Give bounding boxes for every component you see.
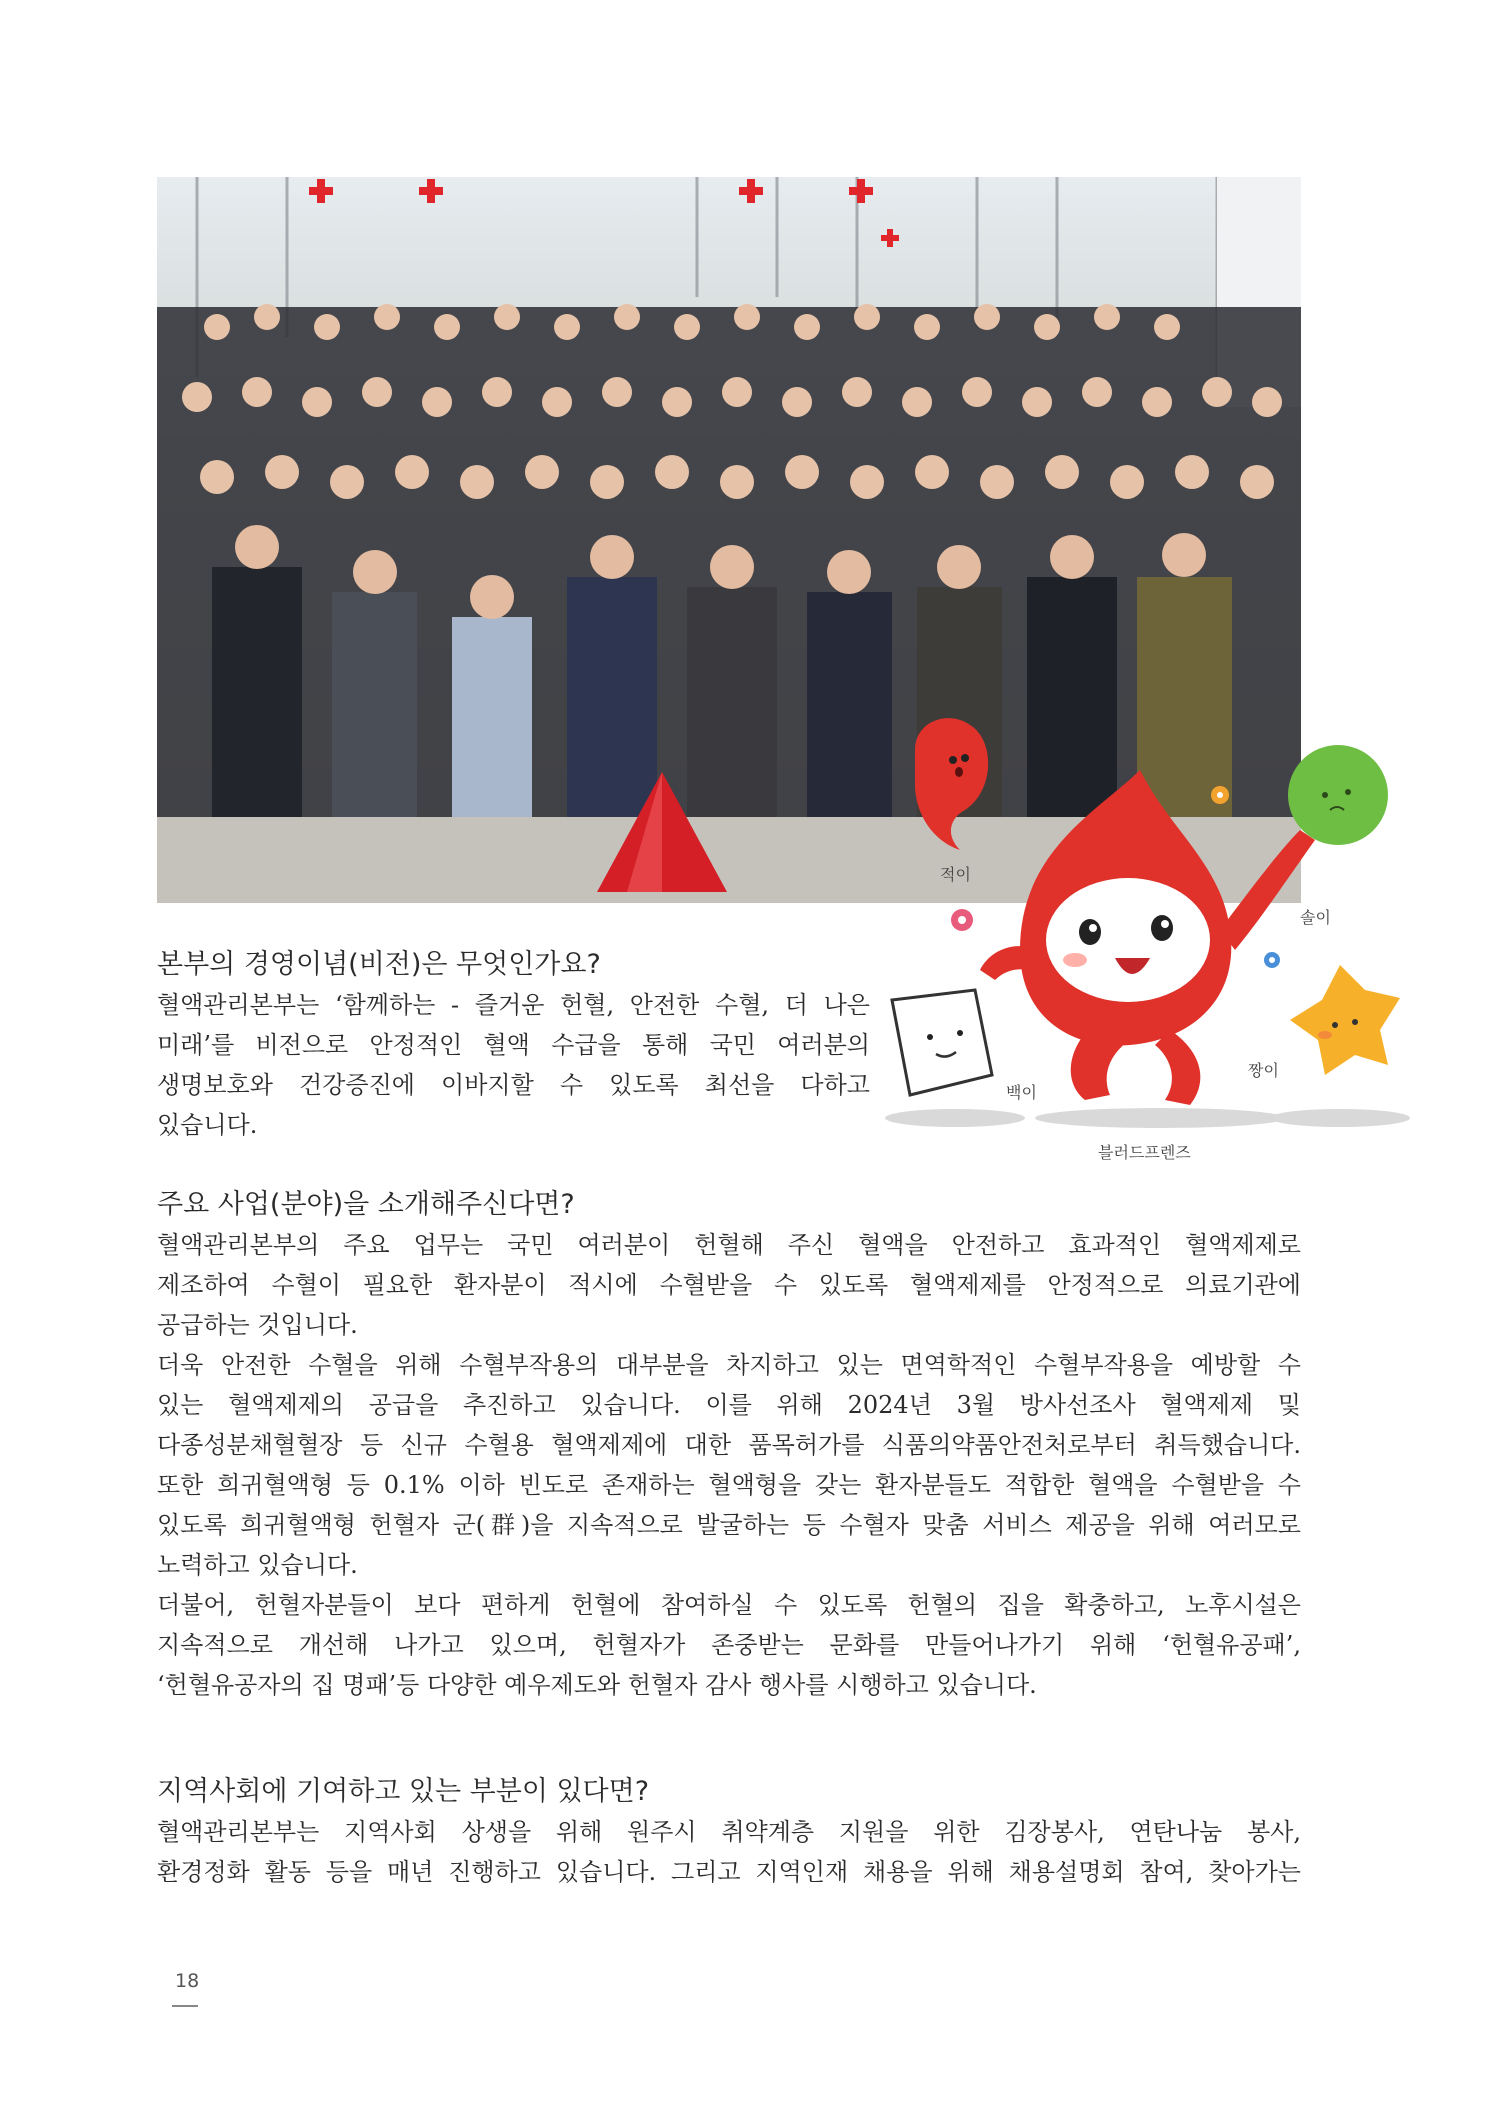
community-line-1: 혈액관리본부는 지역사회 상생을 위해 원주시 취약계층 지원을 위한 김장봉사, 연탄나눔 봉사, (157, 1818, 1301, 1846)
label-jjang: 짱이 (1248, 1061, 1279, 1080)
label-blood-friends: 블러드프렌즈 (1098, 1143, 1191, 1162)
business-p1-line-3: 공급하는 것입니다. (157, 1311, 358, 1339)
section-business (157, 1185, 1301, 1705)
page-number: 18 (175, 1970, 200, 1992)
business-p2-line-2: 있는 혈액제제의 공급을 추진하고 있습니다. 이를 위해 2024년 3월 방사선조사 혈액제제 및 (157, 1391, 1301, 1419)
business-p1-line-2: 제조하여 수혈이 필요한 환자분이 적시에 수혈받을 수 있도록 혈액제제를 안정적으로 의료기관에 (157, 1271, 1301, 1299)
baek-shadow (885, 1109, 1025, 1127)
business-p2-line-1: 더욱 안전한 수혈을 위해 수혈부작용의 대부분을 차지하고 있는 면역학적인 수혈부작용을 예방할 수 (157, 1351, 1301, 1379)
community-line-2: 환경정화 활동 등을 매년 진행하고 있습니다. 그리고 지역인재 채용을 위해 채용설명회 참여, 찾아가는 (157, 1858, 1301, 1886)
jjang-shadow (1270, 1109, 1410, 1127)
business-p2-line-6: 노력하고 있습니다. (157, 1551, 358, 1579)
business-p3-line-1: 더불어, 헌혈자분들이 보다 편하게 헌혈에 참여하실 수 있도록 헌혈의 집을 확충하고, 노후시설은 (157, 1591, 1301, 1619)
sol-character (1288, 745, 1388, 845)
business-p3-line-2: 지속적으로 개선해 나가고 있으며, 헌혈자가 존중받는 문화를 만들어나가기 위해 ‘헌혈유공패’, (157, 1631, 1301, 1659)
question-business: 주요 사업(분야)을 소개해주신다면? (157, 1189, 575, 1220)
question-vision: 본부의 경영이념(비전)은 무엇인가요? (157, 949, 601, 980)
mascot-shadow (1035, 1108, 1285, 1128)
question-community: 지역사회에 기여하고 있는 부분이 있다면? (157, 1776, 650, 1807)
jjang-character (1290, 965, 1400, 1075)
label-sol: 솔이 (1300, 908, 1331, 927)
vision-line-3: 생명보호와 건강증진에 이바지할 수 있도록 최선을 다하고 (157, 1071, 870, 1099)
business-p3-line-3: ‘헌혈유공자의 집 명패’등 다양한 예우제도와 헌혈자 감사 행사를 시행하고 있습니다. (157, 1671, 1037, 1699)
page-number-rule (172, 2005, 198, 2007)
baek-character (892, 990, 992, 1095)
business-p2-line-4: 또한 희귀혈액형 등 0.1% 이하 빈도로 존재하는 혈액형을 갖는 환자분들도 적합한 혈액을 수혈받을 수 (157, 1471, 1301, 1499)
label-baek: 백이 (1006, 1083, 1037, 1102)
business-p1-line-1: 혈액관리본부의 주요 업무는 국민 여러분이 헌혈해 주신 혈액을 안전하고 효과적인 혈액제제로 (157, 1231, 1301, 1259)
label-jeogi: 적이 (940, 865, 971, 884)
business-p2-line-3: 다종성분채혈혈장 등 신규 수혈용 혈액제제에 대한 품목허가를 식품의약품안전처로부터 취득했습니다. (157, 1431, 1301, 1459)
business-p2-line-5: 있도록 희귀혈액형 헌혈자 군(群)을 지속적으로 발굴하는 등 수혈자 맞춤 서비스 제공을 위해 여러모로 (157, 1511, 1301, 1539)
blood-drop-mascot (980, 770, 1315, 1105)
vision-line-2: 미래’를 비전으로 안정적인 혈액 수급을 통해 국민 여러분의 (157, 1031, 870, 1059)
vision-line-1: 혈액관리본부는 ‘함께하는 - 즐거운 헌혈, 안전한 수혈, 더 나은 (157, 991, 870, 1019)
vision-line-4: 있습니다. (157, 1111, 258, 1139)
jeogi-character (915, 718, 988, 850)
section-community (157, 1772, 1301, 1892)
section-vision (157, 945, 870, 1145)
